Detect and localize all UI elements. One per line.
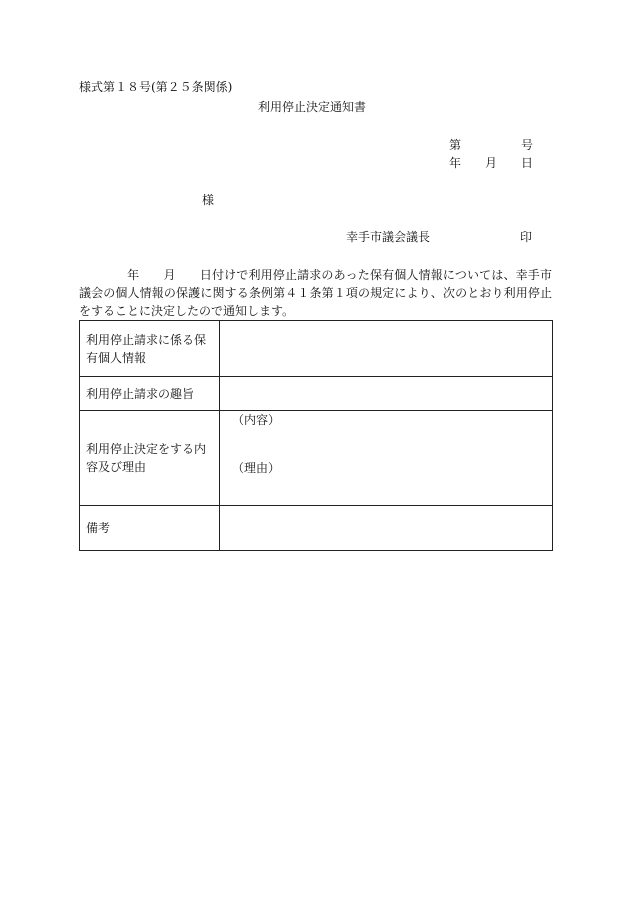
table-row — [80, 321, 553, 377]
issuer-line — [346, 230, 532, 244]
row-label-request-purpose: 利用停止請求の趣旨 — [80, 377, 220, 411]
notice-body — [79, 266, 552, 320]
table-row — [80, 377, 553, 411]
body-year: 年 — [127, 268, 140, 282]
number-suffix: 号 — [520, 138, 533, 152]
document-title: 利用停止決定通知書 — [258, 100, 367, 114]
addressee-suffix: 様 — [202, 193, 215, 207]
row-label-remarks: 備考 — [80, 506, 220, 551]
reason-sublabel: （理由） — [232, 461, 281, 475]
date-month: 月 — [484, 156, 497, 170]
date-day: 日 — [520, 156, 533, 170]
issuer-name: 幸手市議会議長 — [346, 230, 431, 244]
row-value-target-info — [220, 321, 553, 377]
document-number-line — [449, 138, 533, 152]
date-line — [449, 156, 533, 170]
decision-table — [79, 320, 553, 551]
table-row — [80, 411, 553, 506]
table-row — [80, 506, 553, 551]
content-sublabel: （内容） — [232, 413, 281, 427]
body-text: 日付けで利用停止請求のあった保有個人情報については、幸手市議会の個人情報の保護に関する条例第４１条第１項の規定により、次のとおり利用停止をすることに決定したので通知します。 — [79, 268, 552, 318]
row-value-request-purpose — [220, 377, 553, 411]
row-label-decision-content: 利用停止決定をする内容及び理由 — [80, 411, 220, 506]
date-year: 年 — [449, 156, 462, 170]
row-value-decision-content — [220, 411, 553, 506]
row-label-target-info: 利用停止請求に係る保有個人情報 — [80, 321, 220, 377]
row-value-remarks — [220, 506, 553, 551]
body-month: 月 — [163, 268, 176, 282]
seal-mark: 印 — [519, 230, 532, 244]
number-prefix: 第 — [449, 138, 462, 152]
form-number-label: 様式第１８号(第２５条関係) — [79, 80, 233, 94]
